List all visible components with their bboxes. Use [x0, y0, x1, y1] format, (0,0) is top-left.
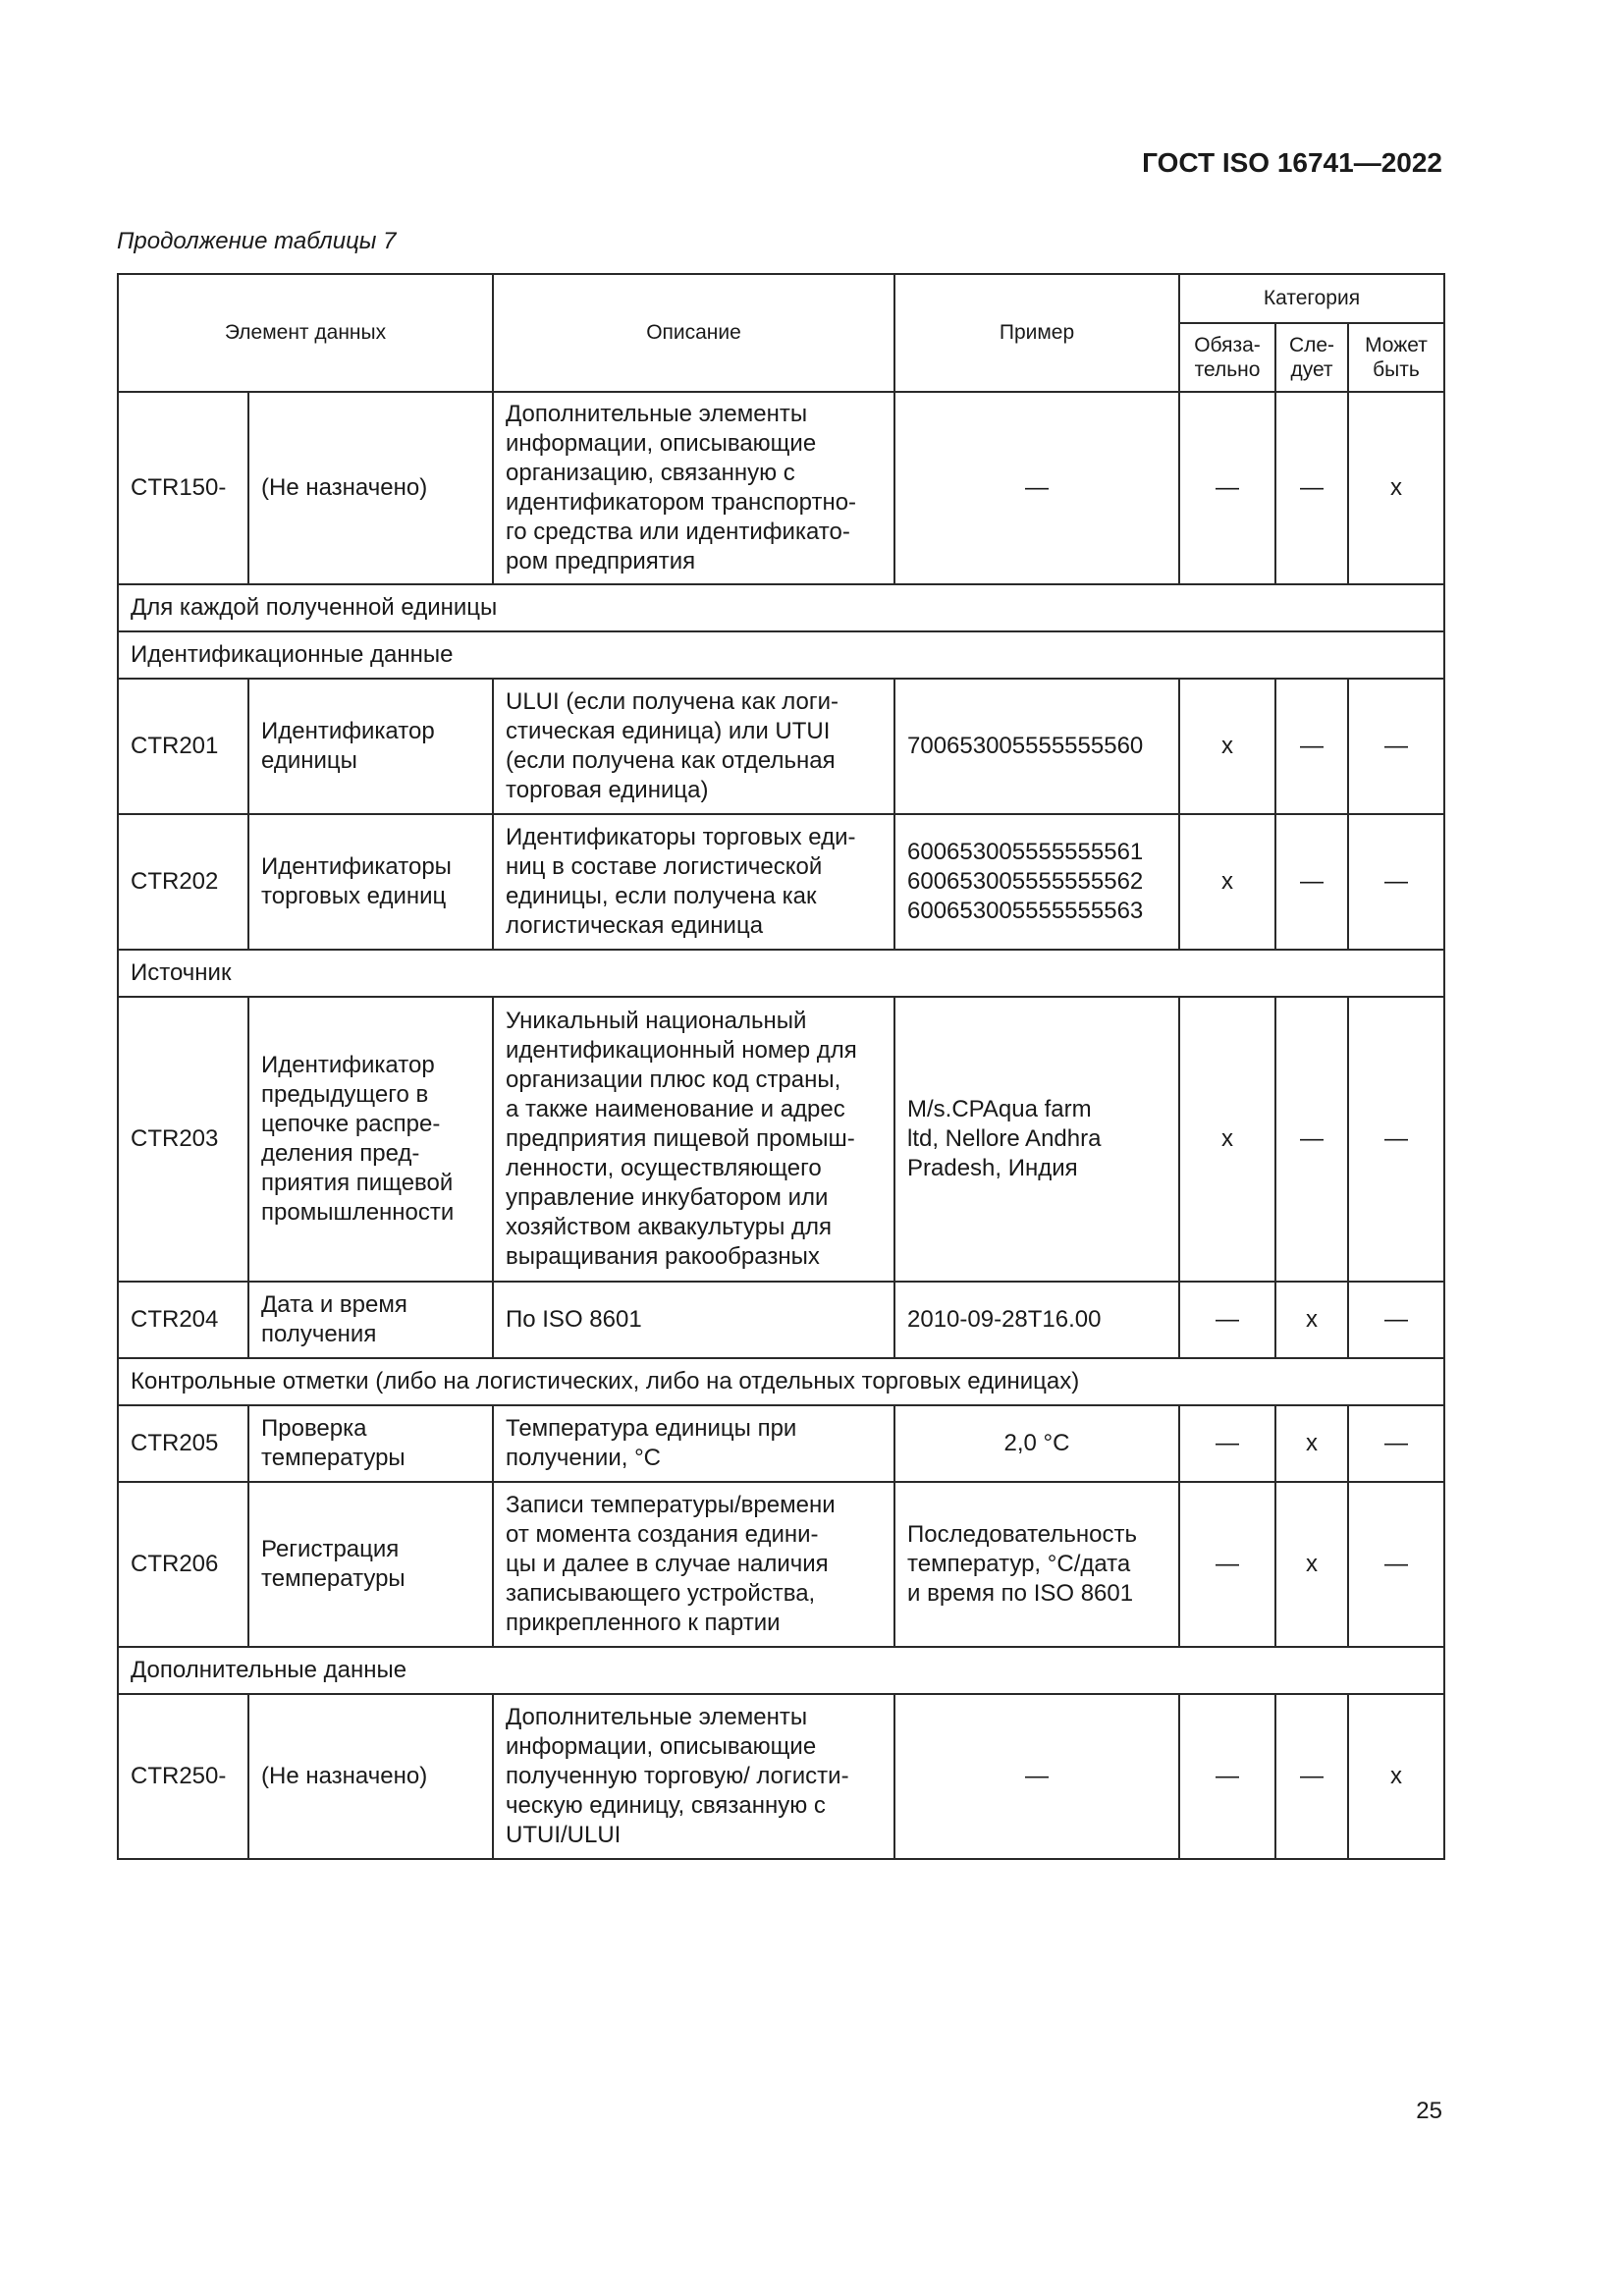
element-name: Регистрация температуры: [248, 1482, 493, 1647]
section-row: [118, 631, 1444, 679]
element-code: CTR204: [118, 1282, 248, 1358]
element-description: Дополнительные элементы информации, описывающие организацию, связанную с идентификатором транспортно- го средства или идентификато- ром предприятия: [493, 392, 894, 584]
category-should: х: [1275, 1405, 1348, 1482]
element-description: Температура единицы при получении, °С: [493, 1405, 894, 1482]
element-example: 700653005555555560: [894, 679, 1179, 814]
category-mandatory: —: [1179, 1482, 1275, 1647]
category-mandatory: —: [1179, 1282, 1275, 1358]
category-should: х: [1275, 1482, 1348, 1647]
element-code: CTR250-: [118, 1694, 248, 1859]
element-description: Записи температуры/времени от момента создания едини- цы и далее в случае наличия записывающего устройства, прикрепленного к партии: [493, 1482, 894, 1647]
category-mandatory: —: [1179, 1405, 1275, 1482]
header-should: Сле- дует: [1275, 323, 1348, 392]
table-row: [118, 1405, 1444, 1482]
header-example: Пример: [894, 274, 1179, 392]
section-row: [118, 1647, 1444, 1694]
element-example: —: [894, 1694, 1179, 1859]
section-title: Для каждой полученной единицы: [118, 584, 1444, 631]
category-should: —: [1275, 1694, 1348, 1859]
element-example: 600653005555555561 600653005555555562 600653005555555563: [894, 814, 1179, 950]
table-row: [118, 1694, 1444, 1859]
category-mandatory: —: [1179, 392, 1275, 584]
category-may: —: [1348, 814, 1444, 950]
table-row: [118, 814, 1444, 950]
category-should: —: [1275, 997, 1348, 1282]
header-may: Может быть: [1348, 323, 1444, 392]
element-code: CTR203: [118, 997, 248, 1282]
table-row: [118, 392, 1444, 584]
section-title: Дополнительные данные: [118, 1647, 1444, 1694]
table-row: [118, 1482, 1444, 1647]
category-may: —: [1348, 1482, 1444, 1647]
element-example: Последовательность температур, °С/дата и время по ISO 8601: [894, 1482, 1179, 1647]
element-description: По ISO 8601: [493, 1282, 894, 1358]
section-title: Контрольные отметки (либо на логистических, либо на отдельных торговых единицах): [118, 1358, 1444, 1405]
element-code: CTR150-: [118, 392, 248, 584]
category-may: —: [1348, 997, 1444, 1282]
header-element: Элемент данных: [118, 274, 493, 392]
element-description: Идентификаторы торговых еди- ниц в составе логистической единицы, если получена как логистическая единица: [493, 814, 894, 950]
element-example: 2,0 °С: [894, 1405, 1179, 1482]
document-code: ГОСТ ISO 16741—2022: [1142, 147, 1442, 178]
category-may: —: [1348, 1282, 1444, 1358]
element-name: (Не назначено): [248, 1694, 493, 1859]
category-mandatory: х: [1179, 814, 1275, 950]
category-may: —: [1348, 679, 1444, 814]
element-code: CTR201: [118, 679, 248, 814]
table-row: [118, 1282, 1444, 1358]
category-should: —: [1275, 392, 1348, 584]
element-name: Проверка температуры: [248, 1405, 493, 1482]
table-row: [118, 997, 1444, 1282]
element-description: Дополнительные элементы информации, описывающие полученную торговую/ логисти- ческую единицу, связанную с UTUI/ULUI: [493, 1694, 894, 1859]
table-body: [118, 392, 1444, 1859]
category-may: —: [1348, 1405, 1444, 1482]
element-description: ULUI (если получена как логи- стическая единица) или UTUI (если получена как отдельная торговая единица): [493, 679, 894, 814]
page-number: 25: [1416, 2098, 1442, 2124]
category-should: —: [1275, 814, 1348, 950]
element-code: CTR206: [118, 1482, 248, 1647]
category-mandatory: х: [1179, 997, 1275, 1282]
element-code: CTR205: [118, 1405, 248, 1482]
element-example: 2010-09-28T16.00: [894, 1282, 1179, 1358]
category-may: х: [1348, 392, 1444, 584]
category-may: х: [1348, 1694, 1444, 1859]
element-example: M/s.CPAqua farm ltd, Nellore Andhra Pradesh, Индия: [894, 997, 1179, 1282]
header-description: Описание: [493, 274, 894, 392]
category-mandatory: —: [1179, 1694, 1275, 1859]
category-should: х: [1275, 1282, 1348, 1358]
header-category: Категория: [1179, 274, 1444, 323]
category-mandatory: х: [1179, 679, 1275, 814]
section-title: Идентификационные данные: [118, 631, 1444, 679]
element-name: Идентификатор единицы: [248, 679, 493, 814]
section-row: [118, 584, 1444, 631]
section-row: [118, 950, 1444, 997]
section-title: Источник: [118, 950, 1444, 997]
element-code: CTR202: [118, 814, 248, 950]
element-name: Идентификатор предыдущего в цепочке распре- деления пред- приятия пищевой промышленности: [248, 997, 493, 1282]
element-name: (Не назначено): [248, 392, 493, 584]
category-should: —: [1275, 679, 1348, 814]
table-continuation-caption: Продолжение таблицы 7: [117, 228, 397, 254]
data-elements-table: [117, 273, 1445, 1860]
header-mandatory: Обяза- тельно: [1179, 323, 1275, 392]
element-name: Идентификаторы торговых единиц: [248, 814, 493, 950]
section-row: [118, 1358, 1444, 1405]
table-row: [118, 679, 1444, 814]
element-description: Уникальный национальный идентификационный номер для организации плюс код страны, а также наименование и адрес предприятия пищевой промыш- ленности, осуществляющего управление инкубатором или хозяйством аквакультуры для выращивания ракообразных: [493, 997, 894, 1282]
element-example: —: [894, 392, 1179, 584]
element-name: Дата и время получения: [248, 1282, 493, 1358]
